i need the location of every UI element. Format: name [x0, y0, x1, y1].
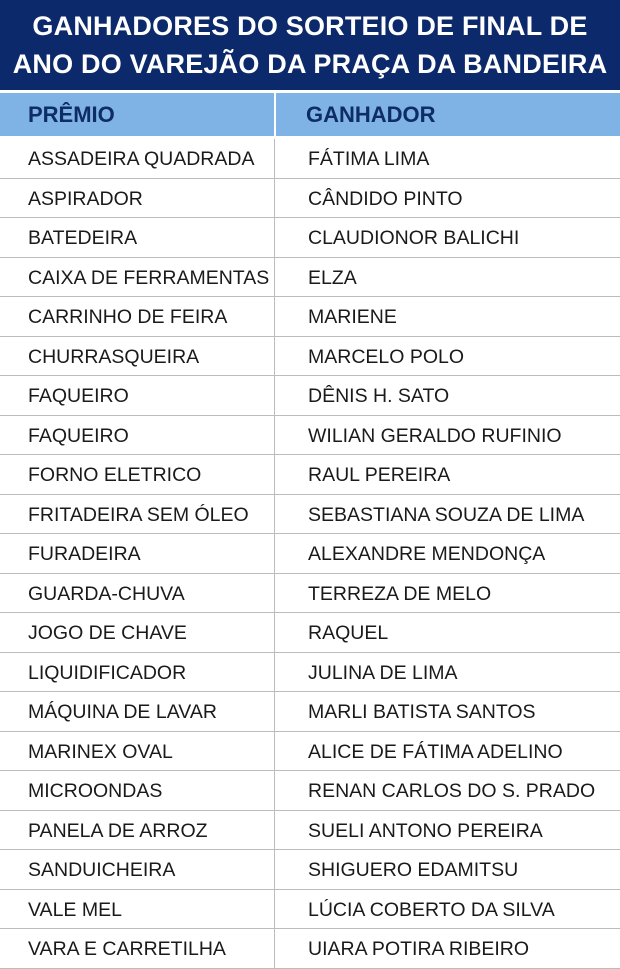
- prize-cell: VARA E CARRETILHA: [28, 938, 226, 960]
- prize-cell: CAIXA DE FERRAMENTAS: [28, 266, 270, 289]
- table-row: [0, 732, 620, 772]
- winner-cell: FÁTIMA LIMA: [308, 148, 430, 170]
- title-line-2: ANO DO VAREJÃO DA PRAÇA DA BANDEIRA: [12, 49, 608, 79]
- table-row: [0, 297, 620, 337]
- winner-cell: JULINA DE LIMA: [308, 661, 458, 684]
- table-row: [0, 179, 620, 219]
- table-row: [0, 218, 620, 258]
- table-row: [0, 890, 620, 930]
- header-divider: [274, 93, 276, 136]
- column-divider: [274, 139, 275, 969]
- table-row: [0, 811, 620, 851]
- prize-cell: FORNO ELETRICO: [28, 464, 202, 486]
- table-row: [0, 495, 620, 535]
- winner-cell: RAUL PEREIRA: [308, 464, 451, 486]
- table-row: [0, 771, 620, 811]
- page-title: [0, 0, 620, 90]
- table-row: [0, 337, 620, 377]
- table-row: [0, 455, 620, 495]
- table-row: [0, 574, 620, 614]
- prize-cell: JOGO DE CHAVE: [28, 622, 187, 644]
- table-row: [0, 653, 620, 693]
- winner-cell: LÚCIA COBERTO DA SILVA: [308, 898, 555, 921]
- prize-cell: VALE MEL: [28, 898, 122, 921]
- winner-cell: CÂNDIDO PINTO: [308, 187, 463, 210]
- table-row: [0, 692, 620, 732]
- table-row: [0, 929, 620, 969]
- table-row: [0, 376, 620, 416]
- prize-cell: MICROONDAS: [28, 780, 163, 802]
- winner-cell: ALICE DE FÁTIMA ADELINO: [308, 740, 563, 763]
- title-line-1: GANHADORES DO SORTEIO DE FINAL DE: [32, 11, 588, 41]
- prize-cell: FAQUEIRO: [28, 424, 129, 447]
- winner-cell: CLAUDIONOR BALICHI: [308, 227, 520, 249]
- winner-cell: DÊNIS H. SATO: [308, 385, 450, 407]
- table-row: [0, 534, 620, 574]
- winner-cell: SEBASTIANA SOUZA DE LIMA: [308, 503, 585, 526]
- prize-cell: FRITADEIRA SEM ÓLEO: [28, 503, 249, 526]
- prize-cell: MÁQUINA DE LAVAR: [28, 701, 217, 723]
- prize-cell: FAQUEIRO: [28, 385, 129, 407]
- winner-cell: ALEXANDRE MENDONÇA: [308, 543, 546, 565]
- prize-cell: PANELA DE ARROZ: [28, 819, 208, 842]
- prize-cell: GUARDA-CHUVA: [28, 582, 185, 605]
- winner-cell: TERREZA DE MELO: [308, 582, 492, 605]
- winner-cell: WILIAN GERALDO RUFINIO: [308, 424, 562, 447]
- winner-cell: UIARA POTIRA RIBEIRO: [308, 938, 530, 960]
- prize-cell: CARRINHO DE FEIRA: [28, 306, 228, 328]
- column-header-ganhador: GANHADOR: [306, 102, 436, 127]
- winner-cell: MARCELO POLO: [308, 345, 465, 368]
- table-row: [0, 613, 620, 653]
- column-header-premio: PRÊMIO: [28, 102, 115, 127]
- winner-cell: RAQUEL: [308, 622, 389, 644]
- table-header: [0, 93, 620, 136]
- winner-cell: SUELI ANTONO PEREIRA: [308, 819, 543, 842]
- prize-cell: ASSADEIRA QUADRADA: [28, 148, 255, 170]
- winner-cell: SHIGUERO EDAMITSU: [308, 859, 519, 881]
- table-row: [0, 416, 620, 456]
- prize-cell: FURADEIRA: [28, 543, 141, 565]
- prize-cell: LIQUIDIFICADOR: [28, 661, 187, 684]
- winner-cell: MARLI BATISTA SANTOS: [308, 701, 536, 723]
- prize-cell: BATEDEIRA: [28, 227, 138, 249]
- winner-cell: MARIENE: [308, 306, 397, 328]
- winner-cell: ELZA: [308, 266, 357, 289]
- winner-cell: RENAN CARLOS DO S. PRADO: [308, 780, 596, 802]
- prize-cell: SANDUICHEIRA: [28, 859, 176, 881]
- prize-cell: MARINEX OVAL: [28, 740, 173, 763]
- table-row: [0, 850, 620, 890]
- prize-cell: ASPIRADOR: [28, 187, 143, 210]
- table-row: [0, 139, 620, 179]
- table-body: [0, 139, 620, 969]
- prize-cell: CHURRASQUEIRA: [28, 345, 200, 368]
- table-row: [0, 258, 620, 298]
